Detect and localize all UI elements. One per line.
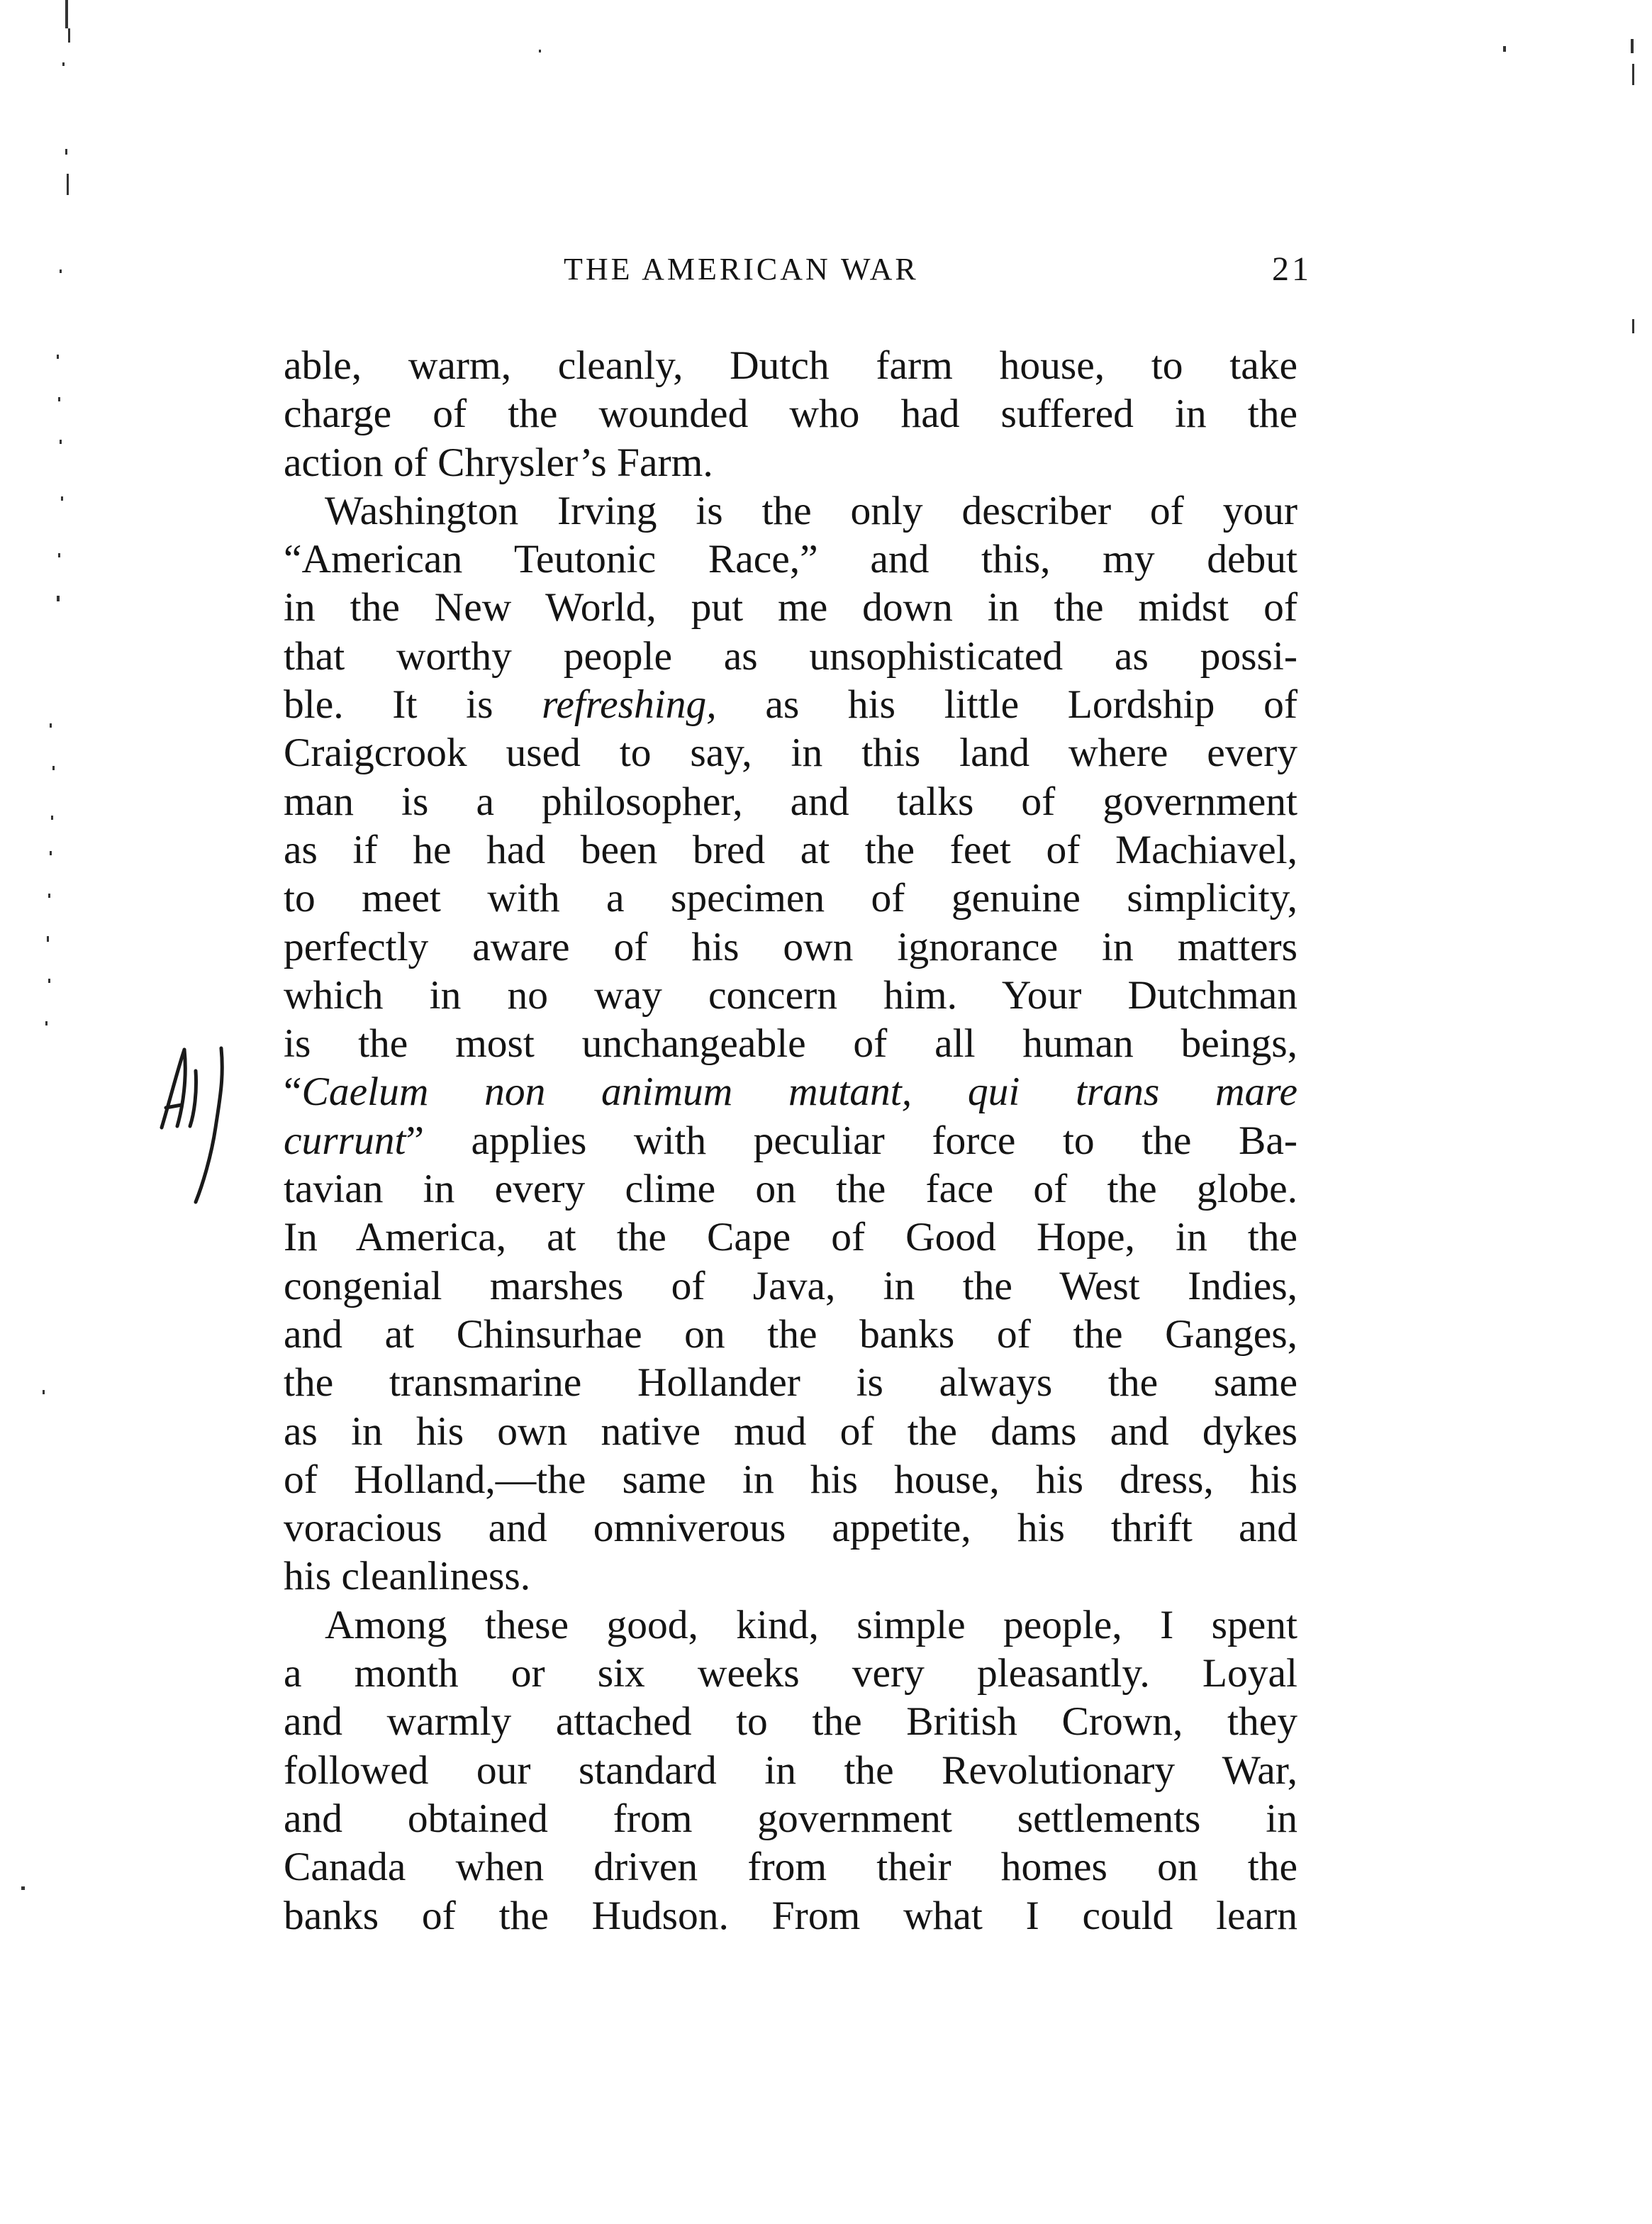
text-line: Washington Irving is the only describer of your [325, 488, 1297, 533]
text-line-mixed [284, 681, 1297, 729]
text-line: is the most unchangeable of all human beings, [284, 1021, 1297, 1067]
text-line-mixed [284, 1117, 1297, 1165]
italic-segment: currunt [284, 1118, 406, 1163]
text-segment: as his little Lordship of [765, 682, 1297, 728]
text-line: his cleanliness. [284, 1554, 531, 1599]
text-line: followed our standard in the Revolutionary War, [284, 1747, 1297, 1793]
handwritten-mark-icon [156, 1042, 234, 1206]
text-line: of Holland,—the same in his house, his dress, his [284, 1457, 1297, 1502]
text-line: as in his own native mud of the dams and dykes [284, 1408, 1297, 1454]
text-segment: “ [284, 1069, 302, 1115]
text-line: man is a philosopher, and talks of government [284, 779, 1297, 824]
text-line: able, warm, cleanly, Dutch farm house, to take [284, 343, 1297, 388]
italic-segment: Caelum non animum mutant, qui trans mare [301, 1069, 1297, 1115]
text-line: Canada when driven from their homes on the [284, 1845, 1297, 1890]
text-line: tavian in every clime on the face of the globe. [284, 1167, 1297, 1212]
text-line: congenial marshes of Java, in the West Indies, [284, 1263, 1297, 1308]
text-line: perfectly aware of his own ignorance in matters [284, 924, 1297, 969]
text-line: to meet with a specimen of genuine simplicity, [284, 876, 1297, 921]
page-number: 21 [1272, 250, 1312, 288]
text-line: Craigcrook used to say, in this land where every [284, 730, 1297, 776]
text-line: Among these good, kind, simple people, I spent [325, 1602, 1297, 1647]
text-line: charge of the wounded who had suffered in the [284, 391, 1297, 437]
text-line: a month or six weeks very pleasantly. Loyal [284, 1651, 1297, 1696]
text-line: In America, at the Cape of Good Hope, in the [284, 1215, 1297, 1260]
italic-segment: refreshing, [542, 682, 717, 728]
text-line: voracious and omniverous appetite, his thrift and [284, 1506, 1297, 1551]
text-line: and warmly attached to the British Crown, they [284, 1699, 1297, 1745]
text-line: “American Teutonic Race,” and this, my debut [284, 537, 1297, 582]
text-line: as if he had been bred at the feet of Machiavel, [284, 827, 1297, 872]
text-line-mixed [284, 1068, 1297, 1116]
text-line: and at Chinsurhae on the banks of the Ganges, [284, 1311, 1297, 1357]
text-segment: ble. It is [284, 682, 493, 728]
text-line: the transmarine Hollander is always the same [284, 1360, 1297, 1406]
text-line: and obtained from government settlements in [284, 1796, 1297, 1841]
text-line: which in no way concern him. Your Dutchman [284, 972, 1297, 1018]
text-line: in the New World, put me down in the midst of [284, 585, 1297, 630]
text-line: banks of the Hudson. From what I could learn [284, 1893, 1297, 1938]
running-head [284, 245, 1312, 294]
text-segment: ” applies with peculiar force to the Ba- [406, 1118, 1297, 1163]
text-line: that worthy people as unsophisticated as possi- [284, 633, 1297, 679]
body-text [284, 342, 1297, 1940]
text-line: action of Chrysler’s Farm. [284, 440, 713, 485]
running-title: THE AMERICAN WAR [564, 252, 919, 287]
